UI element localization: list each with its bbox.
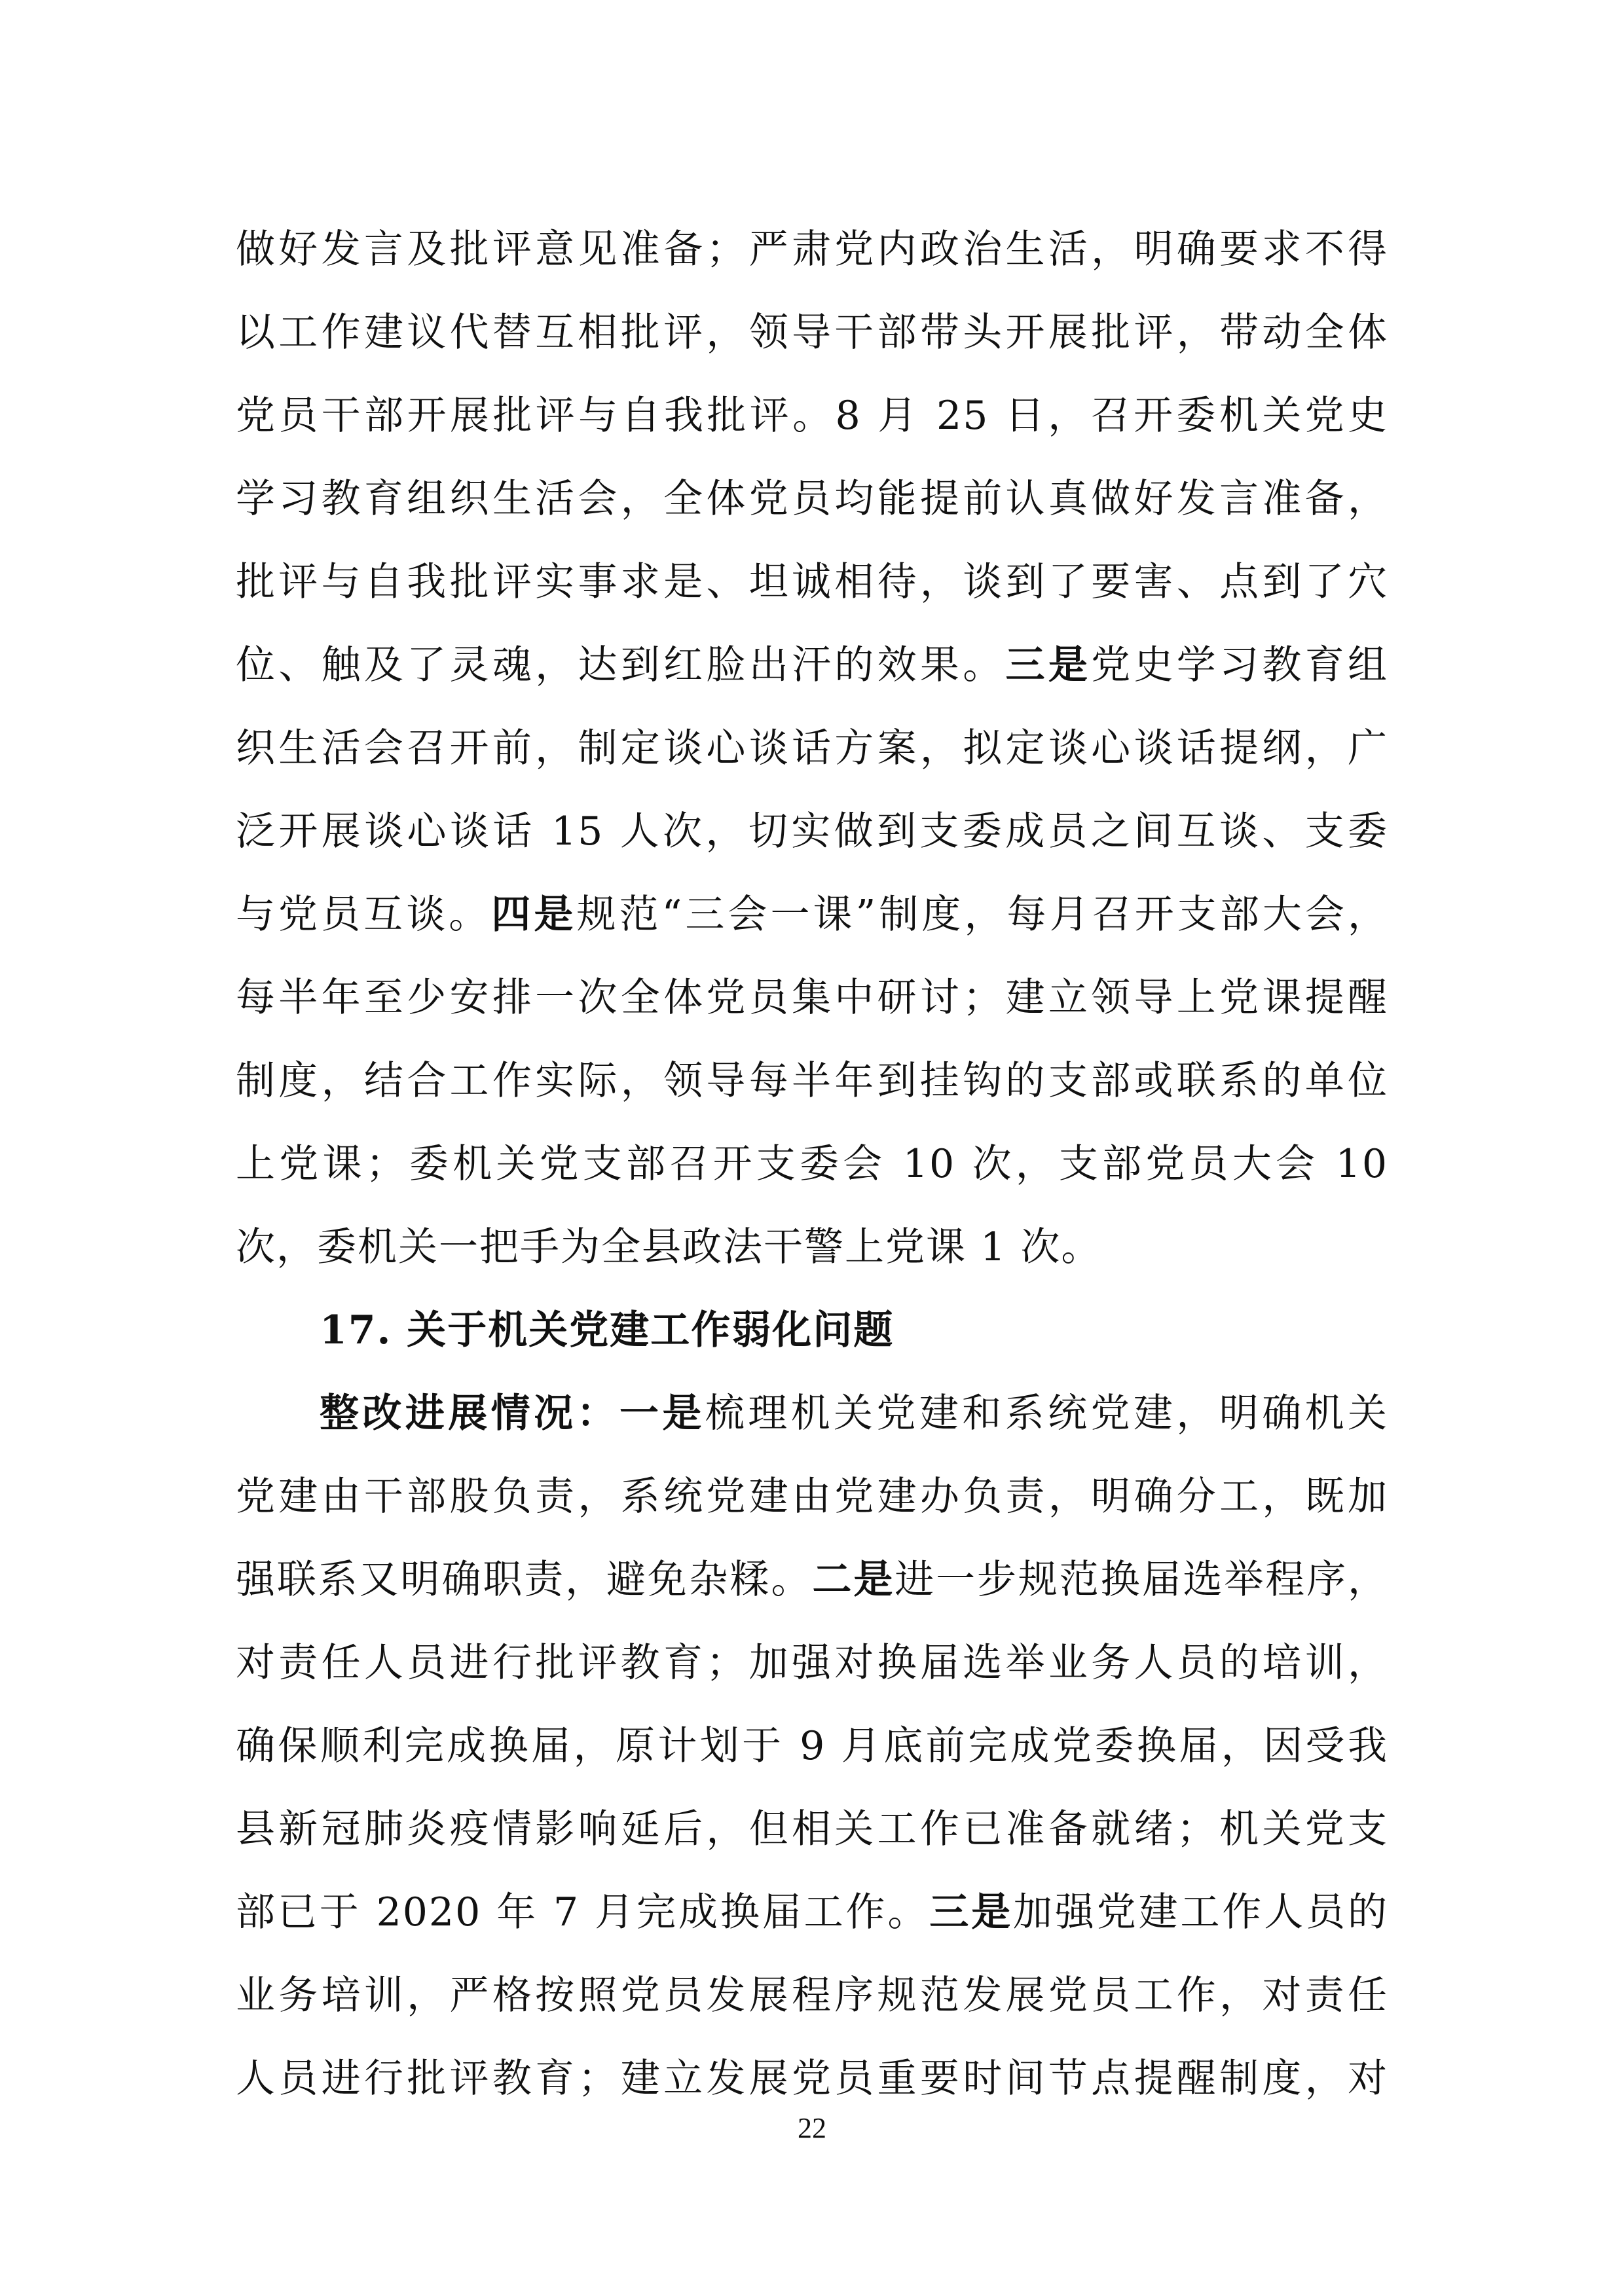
bold-marker: 三是: [929, 1889, 1013, 1935]
bold-marker: 整改进展情况：一是: [320, 1391, 705, 1436]
text-line: 每半年至少安排一次全体党员集中研讨；建立领导上党课提醒: [236, 975, 1388, 1021]
text-line: 批评与自我批评实事求是、坦诚相待，谈到了要害、点到了穴: [236, 559, 1388, 605]
text-segment: 加强党建工作人员的: [1012, 1889, 1389, 1935]
text-line: 上党课；委机关党支部召开支委会 10 次，支部党员大会 10: [236, 1141, 1388, 1187]
text-line: 做好发言及批评意见准备；严肃党内政治生活，明确要求不得: [236, 227, 1388, 272]
text-segment: 强联系又明确职责，避免杂糅。: [236, 1557, 813, 1603]
text-segment: 党史学习教育组: [1091, 642, 1389, 688]
text-line: [236, 1372, 1388, 1455]
text-line: [236, 873, 1388, 957]
text-segment: 梳理机关党建和系统党建，明确机关: [705, 1391, 1388, 1436]
text-line: 泛开展谈心谈话 15 人次，切实做到支委成员之间互谈、支委: [236, 809, 1388, 854]
text-line: 党建由干部股负责，系统党建由党建办负责，明确分工，既加: [236, 1474, 1388, 1520]
text-line: 党员干部开展批评与自我批评。8 月 25 日，召开委机关党史: [236, 393, 1388, 439]
body-text: [236, 208, 1388, 2121]
text-line: 县新冠肺炎疫情影响延后，但相关工作已准备就绪；机关党支: [236, 1806, 1388, 1852]
bold-marker: 三是: [1005, 642, 1092, 688]
text-segment: 与党员互谈。: [236, 892, 492, 938]
text-line: 以工作建议代替互相批评，领导干部带头开展批评，带动全体: [236, 310, 1388, 355]
bold-marker: 四是: [491, 892, 577, 938]
page-number: 22: [798, 2112, 826, 2144]
text-line: 次，委机关一把手为全县政法干警上党课 1 次。: [236, 1224, 1102, 1270]
text-segment: 位、触及了灵魂，达到红脸出汗的效果。: [236, 642, 1006, 688]
text-line: 制度，结合工作实际，领导每半年到挂钩的支部或联系的单位: [236, 1058, 1388, 1104]
text-line: [236, 624, 1388, 707]
text-line: [236, 1539, 1388, 1622]
text-line: 业务培训，严格按照党员发展程序规范发展党员工作，对责任: [236, 1973, 1388, 2018]
text-segment: 进一步规范换届选举程序，: [895, 1557, 1389, 1603]
text-line: 人员进行批评教育；建立发展党员重要时间节点提醒制度，对: [236, 2056, 1388, 2102]
text-line: [236, 1871, 1388, 1954]
text-line: 织生活会召开前，制定谈心谈话方案，拟定谈心谈话提纲，广: [236, 725, 1388, 771]
text-segment: 规范“三会一课”制度，每月召开支部大会，: [576, 892, 1389, 938]
section-heading: 17. 关于机关党建工作弱化问题: [320, 1307, 895, 1353]
bold-marker: 二是: [812, 1557, 895, 1603]
text-segment: 部已于 2020 年 7 月完成换届工作。: [236, 1889, 930, 1935]
text-line: 对责任人员进行批评教育；加强对换届选举业务人员的培训，: [236, 1640, 1388, 1686]
text-line: 学习教育组织生活会，全体党员均能提前认真做好发言准备，: [236, 476, 1388, 522]
text-line: 确保顺利完成换届，原计划于 9 月底前完成党委换届，因受我: [236, 1723, 1388, 1769]
